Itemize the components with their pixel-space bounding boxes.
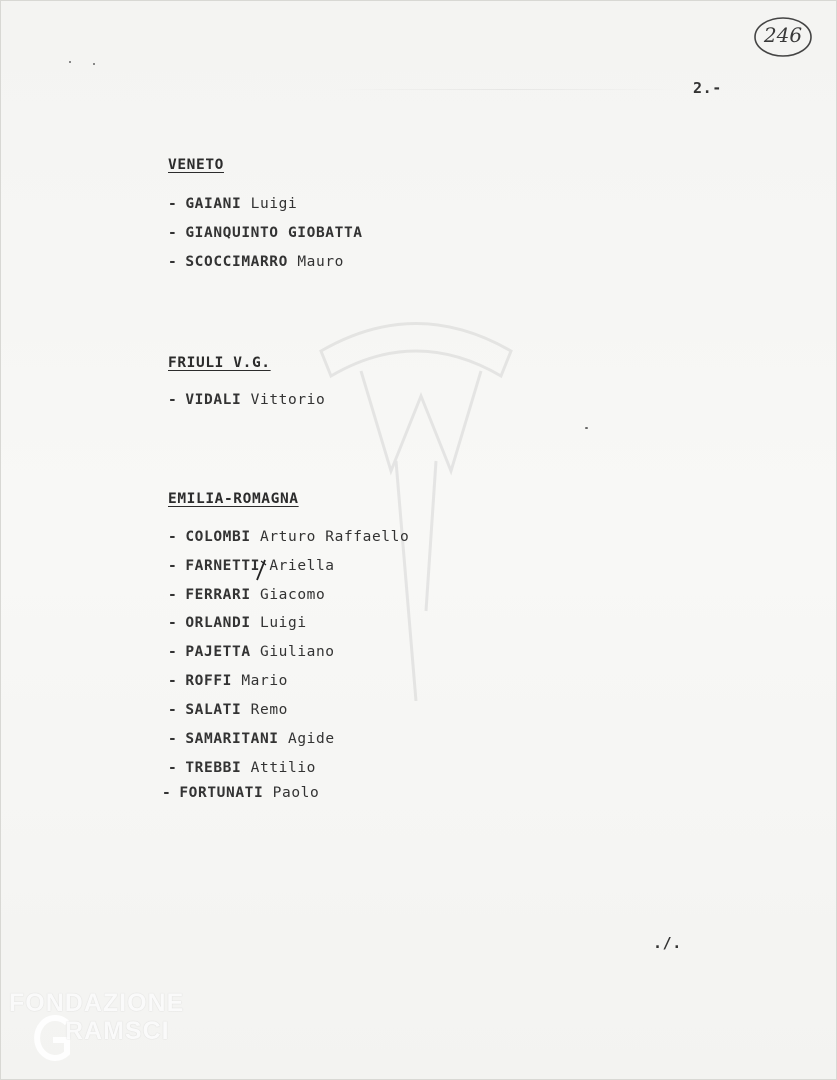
given-name: Arturo Raffaello <box>260 529 410 545</box>
list-item <box>168 615 307 631</box>
list-dash: - <box>168 254 178 270</box>
watermark-line: RAMSCI <box>65 1017 170 1045</box>
list-item <box>168 673 288 689</box>
list-item <box>168 760 316 776</box>
list-item <box>168 587 325 603</box>
paper-watermark-icon <box>301 301 531 721</box>
list-item <box>168 392 325 408</box>
given-name: Agide <box>288 731 335 747</box>
list-item <box>168 529 409 545</box>
list-dash: - <box>168 529 178 545</box>
section-heading-emilia-romagna: EMILIA-ROMAGNA <box>168 491 299 507</box>
surname: PAJETTA <box>185 644 251 660</box>
list-item <box>168 702 288 718</box>
given-name: Luigi <box>250 196 298 212</box>
list-dash: - <box>162 785 172 801</box>
list-dash: - <box>168 644 178 660</box>
surname: COLOMBI <box>185 529 251 545</box>
given-name: Luigi <box>260 615 307 631</box>
list-item <box>168 196 297 212</box>
ink-speck <box>69 61 71 63</box>
given-name: Mauro <box>297 254 344 270</box>
given-name: Giuliano <box>260 644 335 660</box>
surname: SCOCCIMARRO <box>185 254 288 270</box>
given-name: Ariella <box>269 558 335 574</box>
surname: FARNETTI <box>185 558 260 574</box>
list-dash: - <box>168 702 178 718</box>
given-name: Remo <box>250 702 288 718</box>
given-name: Paolo <box>272 785 320 801</box>
continuation-mark: ./. <box>653 934 682 952</box>
list-dash: - <box>168 196 178 212</box>
surname: GIANQUINTO GIOBATTA <box>185 225 363 241</box>
given-name: Mario <box>241 673 288 689</box>
list-item <box>168 731 335 747</box>
faint-rule <box>331 89 681 90</box>
list-item <box>168 644 335 660</box>
handwritten-strike-icon <box>252 559 270 581</box>
ink-speck <box>585 427 588 429</box>
archive-number: 246 <box>763 23 803 47</box>
surname: FORTUNATI <box>179 785 264 801</box>
surname: GAIANI <box>185 196 242 212</box>
surname: SALATI <box>185 702 242 718</box>
list-dash: - <box>168 225 178 241</box>
section-heading-friuli: FRIULI V.G. <box>168 355 271 371</box>
section-heading-veneto: VENETO <box>168 157 224 173</box>
list-item <box>168 225 363 241</box>
list-item <box>168 254 344 270</box>
given-name: Attilio <box>250 760 316 776</box>
given-name: Giacomo <box>260 587 326 603</box>
list-dash: - <box>168 615 178 631</box>
page-number: 2.- <box>693 79 722 97</box>
list-dash: - <box>168 392 178 408</box>
watermark-line: FONDAZIONE <box>9 989 185 1017</box>
foundation-watermark-logo <box>5 989 235 1074</box>
surname: ORLANDI <box>185 615 251 631</box>
list-dash: - <box>168 760 178 776</box>
list-dash: - <box>168 731 178 747</box>
surname: VIDALI <box>185 392 242 408</box>
list-dash: - <box>168 673 178 689</box>
surname: FERRARI <box>185 587 251 603</box>
list-dash: - <box>168 558 178 574</box>
given-name: Vittorio <box>250 392 326 408</box>
surname: TREBBI <box>185 760 242 776</box>
list-dash: - <box>168 587 178 603</box>
ink-speck <box>93 63 95 65</box>
list-item <box>162 785 319 801</box>
surname: SAMARITANI <box>185 731 279 747</box>
surname: ROFFI <box>185 673 232 689</box>
